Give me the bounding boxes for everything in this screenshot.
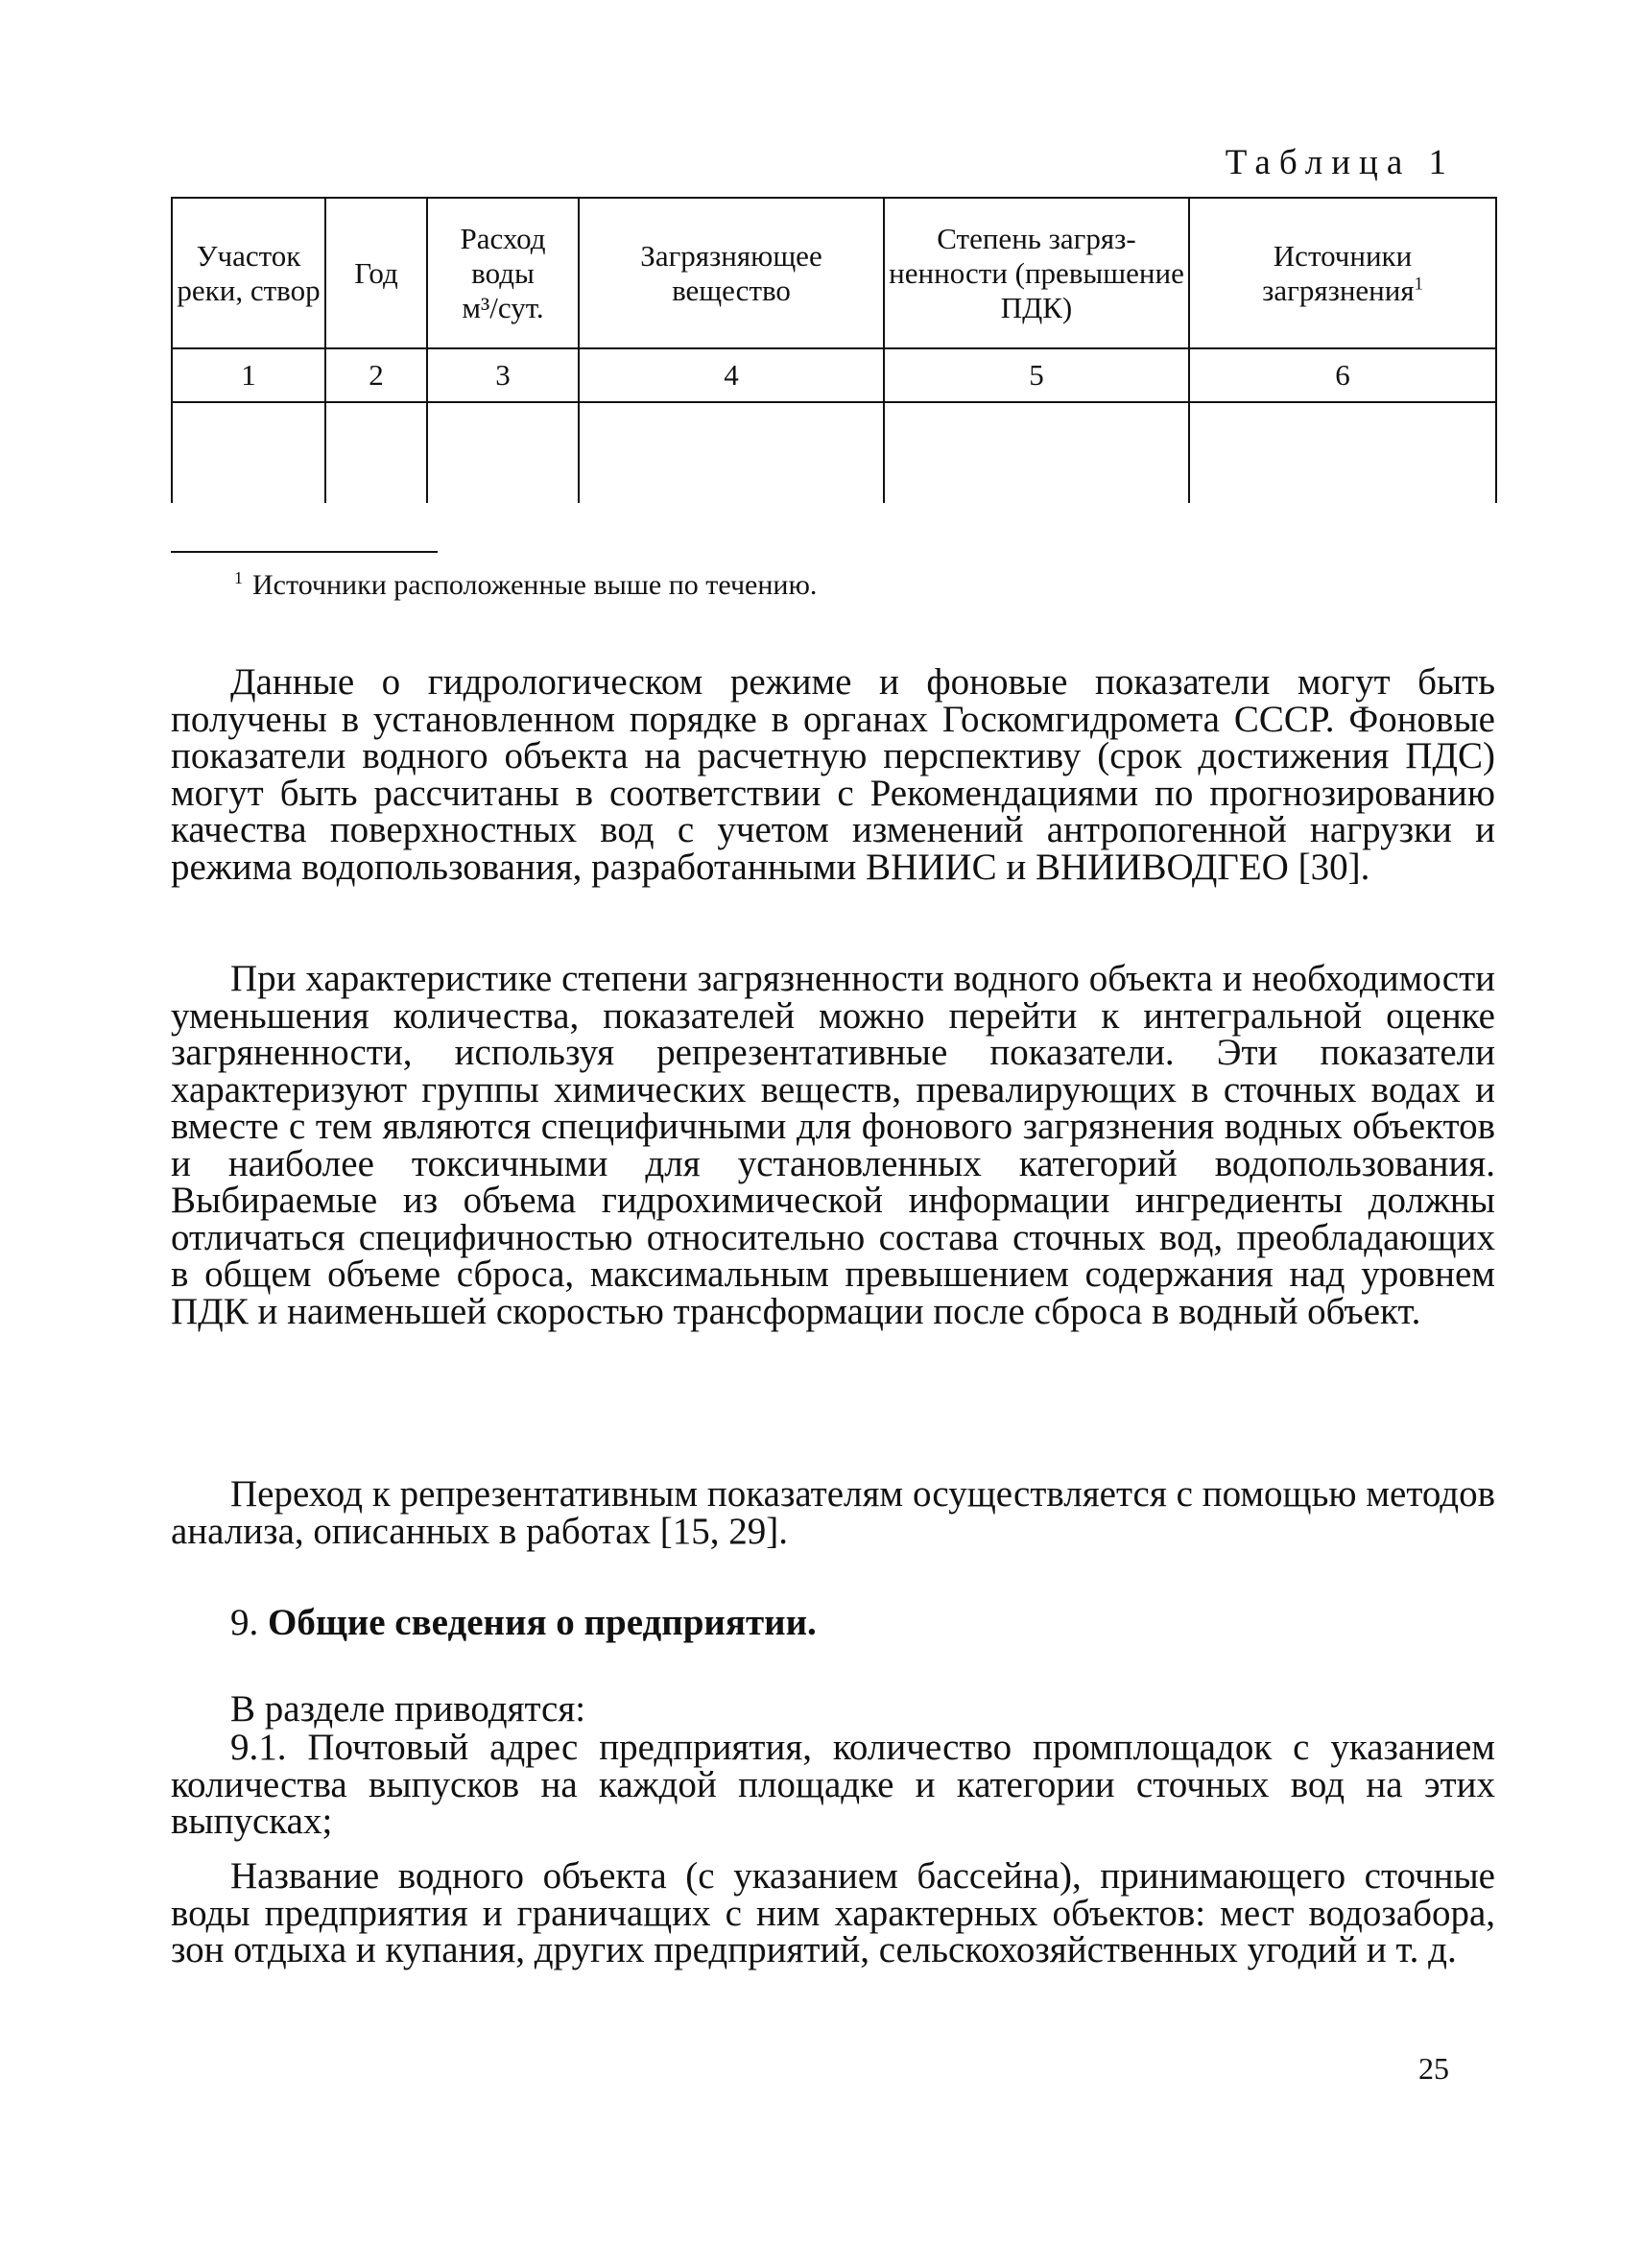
column-number: 2: [325, 348, 427, 402]
table-caption: Таблица 1: [1225, 143, 1455, 182]
header-pollution-sources: [1189, 198, 1496, 348]
header-water-flow-label: Расход воды: [460, 221, 546, 290]
header-pollutant: Загрязняющее вещество: [579, 198, 884, 348]
empty-data-row: [172, 402, 1496, 503]
header-pollution-degree: Степень загрязненности (превышение ПДК): [884, 198, 1189, 348]
paragraph-pollution-degree: При характеристике степени загрязненности водного объекта и необходимости уменьшения количества, показателей можно перейти к интегральной оценке загряненности, используя репрезентативные показатели. Эти показатели характеризуют группы химических веществ, превалирующих в сточных водах и вместе с тем являются специфичными для фонового загрязнения водных объектов и наиболее токсичными для установленных категорий водопользования. Выбираемые из объема гидрохимической информации ингредиенты должны отличаться специфичностью относительно состава сточных вод, преобладающих в общем объеме сброса, максимальным превышением содержания над уровнем ПДК и наименьшей скоростью трансформации после сброса в водный объект.: [171, 958, 1495, 1332]
paragraph-representative-indicators: Переход к репрезентативным показателям осуществляется с помощью методов анализа, описанных в работах [15, 29].: [171, 1473, 1495, 1552]
section-title: Общие сведения о предприятии.: [268, 1602, 817, 1643]
table-cell: [1189, 402, 1496, 503]
table-cell: [427, 402, 579, 503]
header-water-flow: [427, 198, 579, 348]
table-cell: [884, 402, 1189, 503]
table-cell: [325, 402, 427, 503]
column-number: 4: [579, 348, 884, 402]
paragraph-section-intro: В разделе приводятся:: [230, 1688, 586, 1730]
footnote: [234, 568, 817, 602]
pollution-table: [171, 197, 1497, 503]
column-number: 5: [884, 348, 1189, 402]
table-cell: [579, 402, 884, 503]
header-river-section: Участок реки, створ: [172, 198, 325, 348]
paragraph-postal-address: 9.1. Почтовый адрес предприятия, количество промплощадок с указанием количества выпусков на каждой площадке и категории сточных вод на этих выпусках;: [171, 1727, 1495, 1842]
footnote-mark: 1: [234, 568, 243, 587]
column-number-row: [172, 348, 1496, 402]
header-pollution-sources-label: Источники загрязнения: [1262, 238, 1415, 307]
footnote-reference: 1: [1414, 274, 1423, 295]
table-header-row: [172, 198, 1496, 348]
paragraph-water-body: Название водного объекта (с указанием бассейна), принимающего сточные воды предприятия и граничащих с ним характерных объектов: мест водозабора, зон отдыха и купания, других предприятий, сельскохозяйственных угодий и т. д.: [171, 1855, 1495, 1970]
section-heading: [230, 1601, 817, 1644]
section-number: 9.: [230, 1602, 259, 1643]
header-year: Год: [325, 198, 427, 348]
paragraph-hydrology: Данные о гидрологическом режиме и фоновые показатели могут быть получены в установленном порядке в органах Госкомгидромета СССР. Фоновые показатели водного объекта на расчетную перспективу (срок достижения ПДС) могут быть рассчитаны в соответствии с Рекомендациями по прогнозированию качества поверхностных вод с учетом изменений антропогенной нагрузки и режима водопользования, разработанными ВНИИС и ВНИИВОДГЕО [30].: [171, 661, 1495, 888]
page-number: 25: [1418, 2051, 1449, 2086]
footnote-divider: [171, 551, 438, 553]
footnote-text: Источники расположенные выше по течению.: [252, 569, 818, 601]
column-number: 3: [427, 348, 579, 402]
table-cell: [172, 402, 325, 503]
column-number: 6: [1189, 348, 1496, 402]
column-number: 1: [172, 348, 325, 402]
header-water-flow-unit: м³/сут.: [462, 290, 544, 324]
